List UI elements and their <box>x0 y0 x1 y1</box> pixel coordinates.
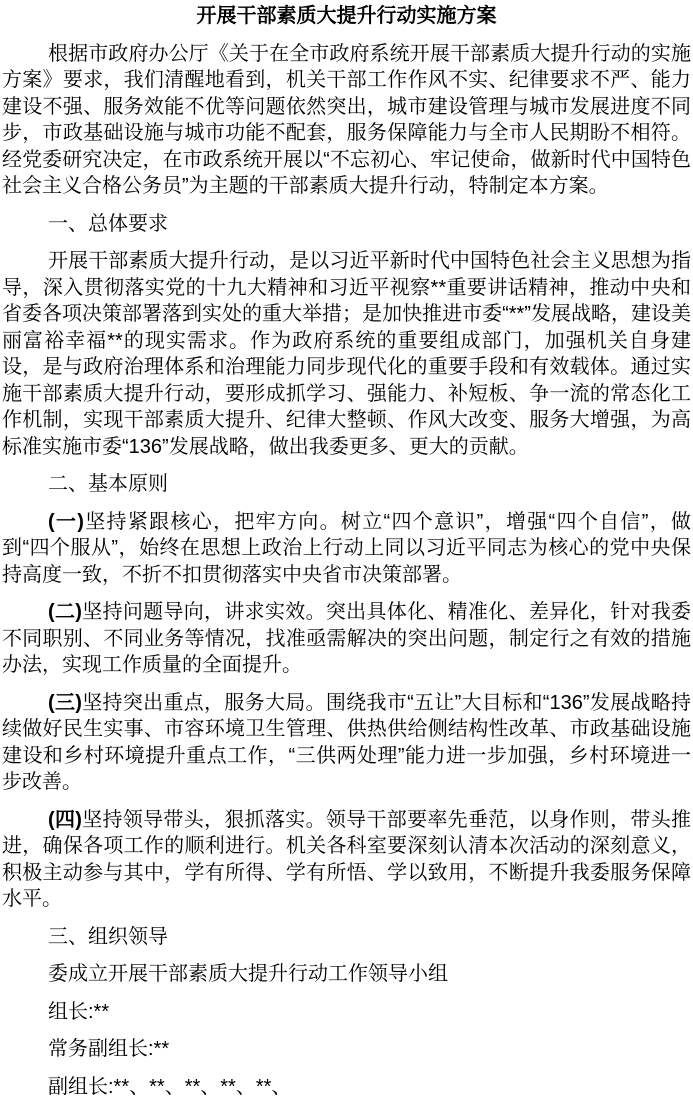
paragraph-lead: (四) <box>48 809 82 831</box>
paragraph-text: 坚持紧跟核心，把牢方向。树立“四个意识”，增强“四个自信”，做到“四个服从”，始终在思想上政治上行动上同以习近平同志为核心的党中央保持高度一致，不折不扣贯彻落实中央省市决策部署。 <box>2 511 691 586</box>
paragraph: 根据市政府办公厅《关于在全市政府系统开展干部素质大提升行动的实施方案》要求，我们清醒地看到，机关干部工作作风不实、纪律要求不严、能力建设不强、服务效能不优等问题依然突出，城市建设管理与城市发展进度不同步，市政基础设施与城市功能不配套，服务保障能力与全市人民期盼不相符。经党委研究决定，在市政系统开展以“不忘初心、牢记使命，做新时代中国特色社会主义合格公务员”为主题的干部素质大提升行动，特制定本方案。 <box>2 41 691 200</box>
document-title: 开展干部素质大提升行动实施方案 <box>2 3 691 30</box>
paragraph-text: 坚持突出重点，服务大局。围绕我市“五让”大目标和“136”发展战略持续做好民生实事、市容环境卫生管理、供热供给侧结构性改革、市政基础设施建设和乡村环境提升重点工作，“三供两处理”能力进一步加强，乡村环境进一步改善。 <box>2 692 691 794</box>
paragraph-text: 坚持领导带头，狠抓落实。领导干部要率先垂范，以身作则，带头推进，确保各项工作的顺利进行。机关各科室要深刻认清本次活动的深刻意义，积极主动参与其中，学有所得、学有所悟、学以致用，不断提升我委服务保障水平。 <box>2 809 691 911</box>
paragraph: 开展干部素质大提升行动，是以习近平新时代中国特色社会主义思想为指导，深入贯彻落实党的十九大精神和习近平视察**重要讲话精神，推动中央和省委各项决策部署落到实处的重大举措；是加快推进市委“**”发展战略，建设美丽富裕幸福**的现实需求。作为政府系统的重要组成部门，加强机关自身建设，是与政府治理体系和治理能力同步现代化的重要手段和有效载体。通过实施干部素质大提升行动，要形成抓学习、强能力、补短板、争一流的常态化工作机制，实现干部素质大提升、纪律大整顿、作风大改变、服务大增强，为高标准实施市委“136”发展战略，做出我委更多、更大的贡献。 <box>2 248 691 460</box>
paragraph <box>2 509 691 589</box>
paragraph: 组长:** <box>2 999 691 1026</box>
paragraph <box>2 599 691 679</box>
paragraph: 委成立开展干部素质大提升行动工作领导小组 <box>2 961 691 988</box>
section-heading: 三、组织领导 <box>2 924 691 951</box>
section-heading: 一、总体要求 <box>2 211 691 238</box>
document-body <box>2 41 691 1100</box>
paragraph: 副组长:**、**、**、**、**、 <box>2 1074 691 1100</box>
paragraph-lead: (一) <box>48 511 84 533</box>
section-heading: 二、基本原则 <box>2 471 691 498</box>
paragraph-lead: (三) <box>48 692 82 714</box>
paragraph-lead: (二) <box>48 601 82 623</box>
paragraph <box>2 690 691 796</box>
paragraph: 常务副组长:** <box>2 1036 691 1063</box>
paragraph-text: 坚持问题导向，讲求实效。突出具体化、精准化、差异化，针对我委不同职别、不同业务等情况，找准亟需解决的突出问题，制定行之有效的措施办法，实现工作质量的全面提升。 <box>2 601 691 676</box>
paragraph <box>2 807 691 913</box>
